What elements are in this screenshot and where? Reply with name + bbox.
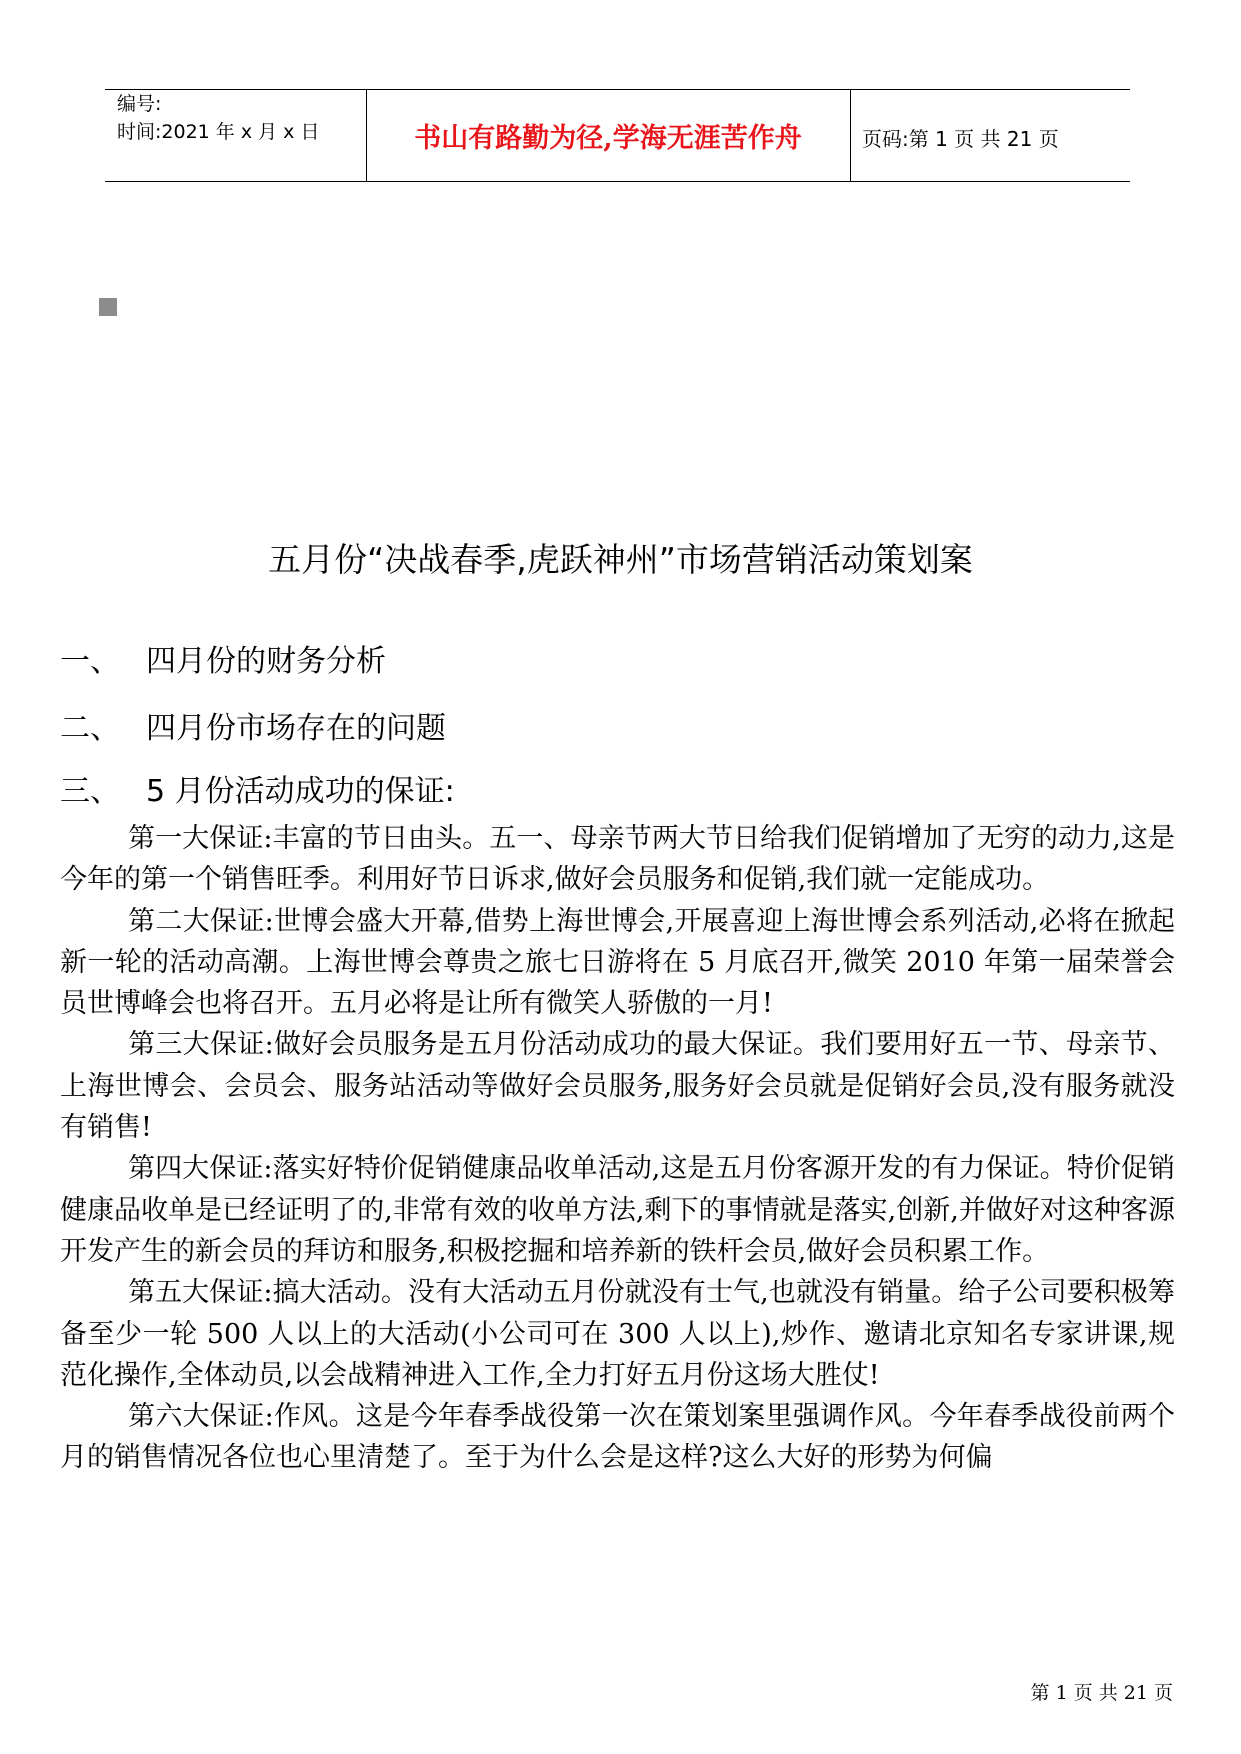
section-heading-3 — [60, 766, 455, 810]
header-bottom-rule — [105, 181, 1130, 182]
body-text — [60, 818, 1175, 1479]
paragraph-guarantee-1: 第一大保证:丰富的节日由头。五一、母亲节两大节日给我们促销增加了无穷的动力,这是今年的第一个销售旺季。利用好节日诉求,做好会员服务和促销,我们就一定能成功。 — [60, 823, 1175, 896]
section-number: 一、 — [60, 644, 120, 679]
paragraph-guarantee-2: 第二大保证:世博会盛大开幕,借势上海世博会,开展喜迎上海世博会系列活动,必将在掀起新一轮的活动高潮。上海世博会尊贵之旅七日游将在 5 月底召开,微笑 2010 年第一届荣誉会员世博峰会也将召开。五月必将是让所有微笑人骄傲的一月! — [60, 905, 1175, 1020]
section-text: 四月份的财务分析 — [146, 644, 386, 679]
section-text: 5 月份活动成功的保证: — [146, 774, 455, 809]
paragraph-guarantee-4: 第四大保证:落实好特价促销健康品收单活动,这是五月份客源开发的有力保证。特价促销健康品收单是已经证明了的,非常有效的收单方法,剩下的事情就是落实,创新,并做好对这种客源开发产生的新会员的拜访和服务,积极挖掘和培养新的铁杆会员,做好会员积累工作。 — [60, 1153, 1175, 1267]
paragraph-guarantee-5: 第五大保证:搞大活动。没有大活动五月份就没有士气,也就没有销量。给子公司要积极筹备至少一轮 500 人以上的大活动(小公司可在 300 人以上),炒作、邀请北京知名专家讲课,规范化操作,全体动员,以会战精神进入工作,全力打好五月份这场大胜仗! — [60, 1277, 1175, 1391]
header-divider-right — [850, 90, 851, 182]
section-text: 四月份市场存在的问题 — [146, 711, 446, 746]
paragraph-guarantee-3: 第三大保证:做好会员服务是五月份活动成功的最大保证。我们要用好五一节、母亲节、上海世博会、会员会、服务站活动等做好会员服务,服务好会员就是促销好会员,没有服务就没有销售! — [60, 1029, 1175, 1144]
section-number: 二、 — [60, 711, 120, 746]
header-page-info: 页码:第 1 页 共 21 页 — [862, 127, 1059, 151]
section-number: 三、 — [60, 774, 120, 809]
header-number-label: 编号: — [117, 93, 162, 115]
footer-page-number: 第 1 页 共 21 页 — [1030, 1682, 1173, 1704]
paragraph-guarantee-6: 第六大保证:作风。这是今年春季战役第一次在策划案里强调作风。今年春季战役前两个月的销售情况各位也心里清楚了。至于为什么会是这样?这么大好的形势为何偏 — [60, 1401, 1175, 1474]
section-heading-2 — [60, 703, 446, 747]
header-motto: 书山有路勤为径,学海无涯苦作舟 — [414, 123, 802, 154]
square-bullet-icon — [99, 298, 117, 316]
section-heading-1 — [60, 636, 386, 680]
header-time-label: 时间:2021 年 x 月 x 日 — [117, 121, 320, 143]
header-meta — [117, 90, 319, 146]
document-title: 五月份“决战春季,虎跃神州”市场营销活动策划案 — [268, 540, 973, 579]
